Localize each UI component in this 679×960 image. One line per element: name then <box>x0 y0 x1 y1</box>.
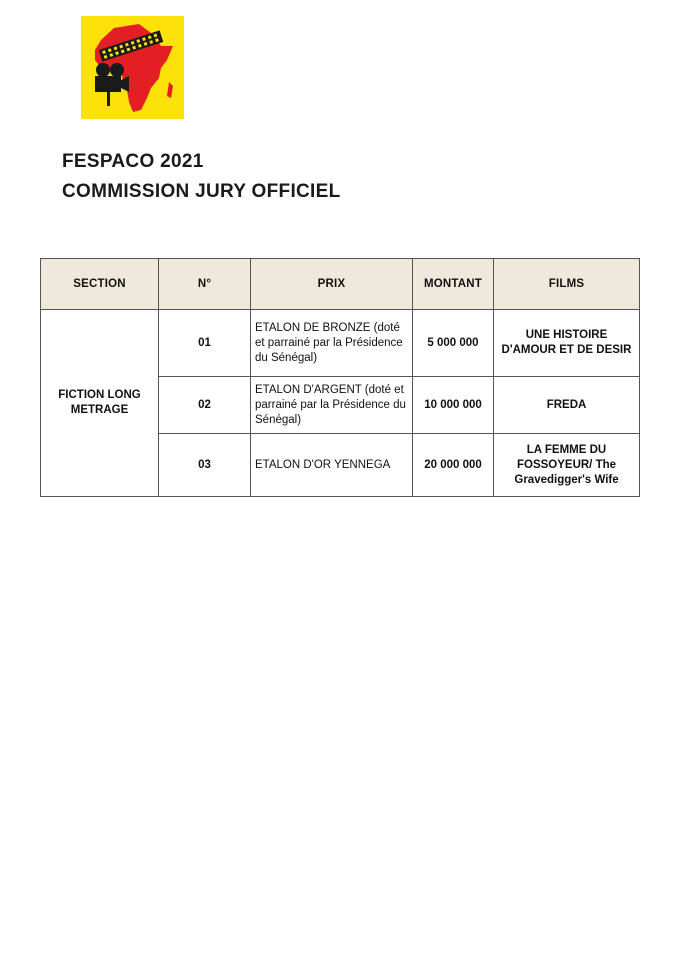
fespaco-africa-logo-icon <box>81 16 184 119</box>
table-header-row <box>41 259 640 310</box>
header-films: FILMS <box>494 259 640 310</box>
table-row <box>41 310 640 377</box>
header-section: SECTION <box>41 259 159 310</box>
fespaco-logo <box>81 16 184 119</box>
header-montant: MONTANT <box>413 259 494 310</box>
prix-cell: ETALON D'OR YENNEGA <box>251 434 413 497</box>
film-cell: FREDA <box>494 377 640 434</box>
film-cell: LA FEMME DU FOSSOYEUR/ The Gravedigger's Wife <box>494 434 640 497</box>
awards-table <box>40 258 640 497</box>
header-prix: PRIX <box>251 259 413 310</box>
num-cell: 02 <box>159 377 251 434</box>
montant-cell: 5 000 000 <box>413 310 494 377</box>
header-num: N° <box>159 259 251 310</box>
num-cell: 03 <box>159 434 251 497</box>
prix-cell: ETALON DE BRONZE (doté et parrainé par la Présidence du Sénégal) <box>251 310 413 377</box>
page-subtitle: COMMISSION JURY OFFICIEL <box>62 181 341 202</box>
prix-cell: ETALON D'ARGENT (doté et parrainé par la Présidence du Sénégal) <box>251 377 413 434</box>
section-cell: FICTION LONG METRAGE <box>41 310 159 497</box>
film-cell: UNE HISTOIRE D'AMOUR ET DE DESIR <box>494 310 640 377</box>
montant-cell: 20 000 000 <box>413 434 494 497</box>
num-cell: 01 <box>159 310 251 377</box>
montant-cell: 10 000 000 <box>413 377 494 434</box>
page-title: FESPACO 2021 <box>62 151 204 172</box>
